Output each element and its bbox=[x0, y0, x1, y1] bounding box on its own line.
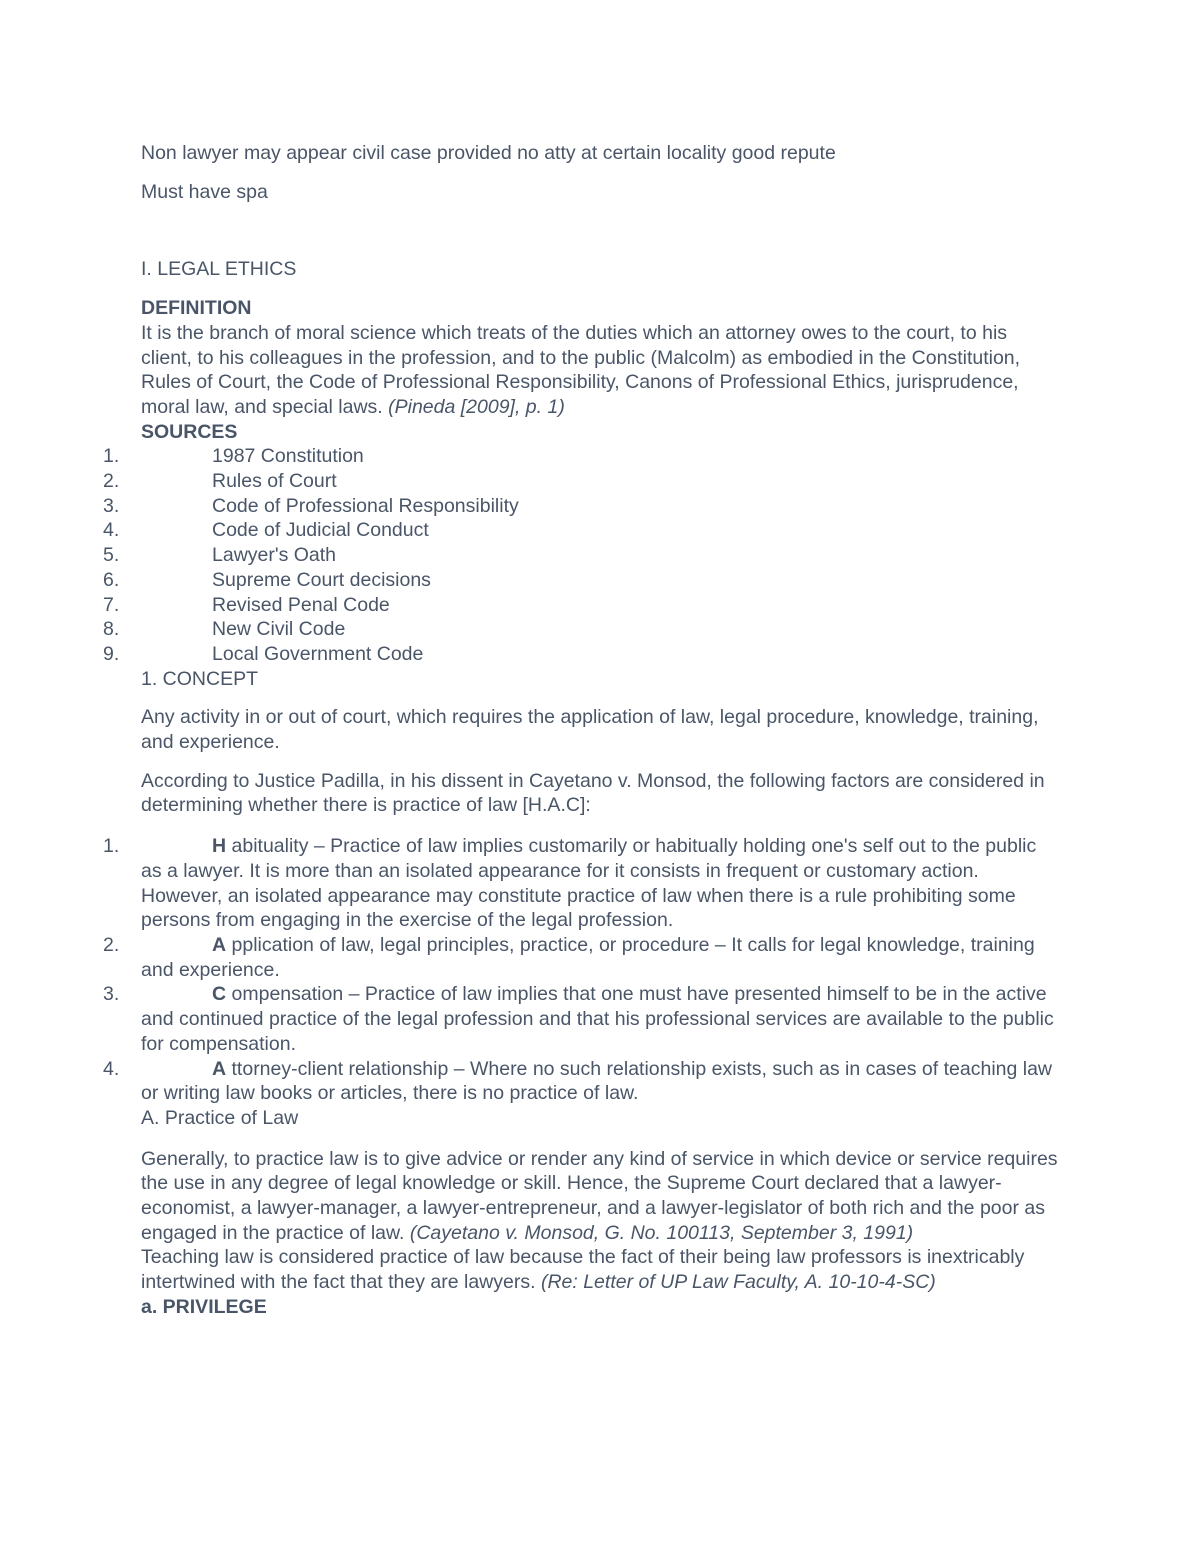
concept-heading: 1. CONCEPT bbox=[141, 667, 259, 690]
note-line-2: Must have spa bbox=[141, 180, 268, 203]
factor-item-application bbox=[103, 933, 1061, 982]
factor-initial: A bbox=[212, 933, 227, 956]
sources-list-item bbox=[103, 469, 1061, 494]
practice-citation-1: (Cayetano v. Monsod, G. No. 100113, September 3, 1991) bbox=[409, 1221, 914, 1244]
factor-initial: H bbox=[212, 835, 227, 858]
source-label: 1987 Constitution bbox=[212, 445, 364, 468]
concept-paragraph-2: According to Justice Padilla, in his dissent in Cayetano v. Monsod, the following factors are considered in determining whether there is practice of law [H.A.C]: bbox=[141, 769, 1045, 817]
practice-paragraph-1 bbox=[141, 1147, 1061, 1246]
definition-paragraph bbox=[141, 321, 1061, 420]
source-label: Local Government Code bbox=[212, 642, 424, 665]
list-number: 3. bbox=[103, 494, 120, 517]
practice-heading: A. Practice of Law bbox=[141, 1106, 299, 1129]
sources-list-item bbox=[103, 617, 1061, 642]
practice-text-2: Teaching law is considered practice of law because the fact of their being law professors is inextricably intertwined with the fact that they are lawyers. bbox=[141, 1246, 1025, 1294]
sources-list-item bbox=[103, 568, 1061, 593]
sources-list-item bbox=[103, 642, 1061, 667]
source-label: Rules of Court bbox=[212, 470, 337, 493]
list-number: 1. bbox=[103, 445, 120, 468]
list-number: 2. bbox=[103, 470, 120, 493]
definition-citation: (Pineda [2009], p. 1) bbox=[388, 395, 565, 418]
list-number: 7. bbox=[103, 593, 120, 616]
list-number: 4. bbox=[103, 1057, 120, 1080]
list-number: 5. bbox=[103, 544, 120, 567]
list-number: 4. bbox=[103, 519, 120, 542]
list-number: 9. bbox=[103, 642, 120, 665]
privilege-heading: a. PRIVILEGE bbox=[141, 1295, 267, 1318]
factor-item-compensation bbox=[103, 982, 1061, 1056]
definition-text: It is the branch of moral science which treats of the duties which an attorney owes to the court, to his client, to his colleagues in the profession, and to the public (Malcolm) as embodied in the Constitution, Rules of Court, the Code of Professional Responsibility, Canons of Professional Ethics, jurisprudence, moral law, and special laws. bbox=[141, 321, 1021, 418]
source-label: Supreme Court decisions bbox=[212, 568, 431, 591]
source-label: Code of Judicial Conduct bbox=[212, 519, 429, 542]
factor-initial: C bbox=[212, 983, 227, 1006]
sources-list-item bbox=[103, 593, 1061, 618]
note-line-1: Non lawyer may appear civil case provided no atty at certain locality good repute bbox=[141, 142, 836, 164]
list-number: 3. bbox=[103, 983, 120, 1006]
list-number: 8. bbox=[103, 618, 120, 641]
sources-list-item bbox=[103, 518, 1061, 543]
definition-heading: DEFINITION bbox=[141, 297, 252, 320]
list-number: 1. bbox=[103, 835, 120, 858]
sources-list bbox=[103, 444, 1061, 666]
list-number: 2. bbox=[103, 933, 120, 956]
source-label: Revised Penal Code bbox=[212, 593, 390, 616]
factor-text: ttorney-client relationship – Where no such relationship exists, such as in cases of teaching law or writing law books or articles, there is no practice of law. bbox=[141, 1057, 1053, 1105]
sources-list-item bbox=[103, 543, 1061, 568]
practice-text-1: Generally, to practice law is to give advice or render any kind of service in which device or service requires the use in any degree of legal knowledge or skill. Hence, the Supreme Court declared that a lawyer-economist, a lawyer-manager, a lawyer-entrepreneur, and a lawyer-legislator of both rich and the poor as engaged in the practice of law. bbox=[141, 1147, 1058, 1244]
factor-text: pplication of law, legal principles, practice, or procedure – It calls for legal knowledge, training and experience. bbox=[141, 933, 1035, 981]
sources-list-item bbox=[103, 444, 1061, 469]
factor-initial: A bbox=[212, 1057, 227, 1080]
practice-citation-2: (Re: Letter of UP Law Faculty, A. 10-10-4-SC) bbox=[540, 1271, 936, 1294]
sources-list-item bbox=[103, 494, 1061, 519]
factor-text: ompensation – Practice of law implies that one must have presented himself to be in the active and continued practice of the legal profession and that his professional services are available to the public for compensation. bbox=[141, 983, 1054, 1055]
source-label: Lawyer's Oath bbox=[212, 544, 337, 567]
factor-item-habituality bbox=[103, 834, 1061, 933]
factor-item-attorney-client bbox=[103, 1057, 1061, 1106]
source-label: Code of Professional Responsibility bbox=[212, 494, 519, 517]
section-title: I. LEGAL ETHICS bbox=[141, 258, 297, 281]
factors-list bbox=[103, 834, 1061, 1106]
source-label: New Civil Code bbox=[212, 618, 346, 641]
list-number: 6. bbox=[103, 568, 120, 591]
document-body bbox=[103, 141, 1061, 1320]
practice-paragraph-2 bbox=[141, 1245, 1061, 1294]
concept-paragraph-1: Any activity in or out of court, which requires the application of law, legal procedure, knowledge, training, and experience. bbox=[141, 706, 1039, 754]
factor-text: abituality – Practice of law implies customarily or habitually holding one's self out to the public as a lawyer. It is more than an isolated appearance for it consists in frequent or customary action. However, an isolated appearance may constitute practice of law when there is a rule prohibiting some persons from engaging in the exercise of the legal profession. bbox=[141, 835, 1037, 932]
sources-heading: SOURCES bbox=[141, 420, 238, 443]
